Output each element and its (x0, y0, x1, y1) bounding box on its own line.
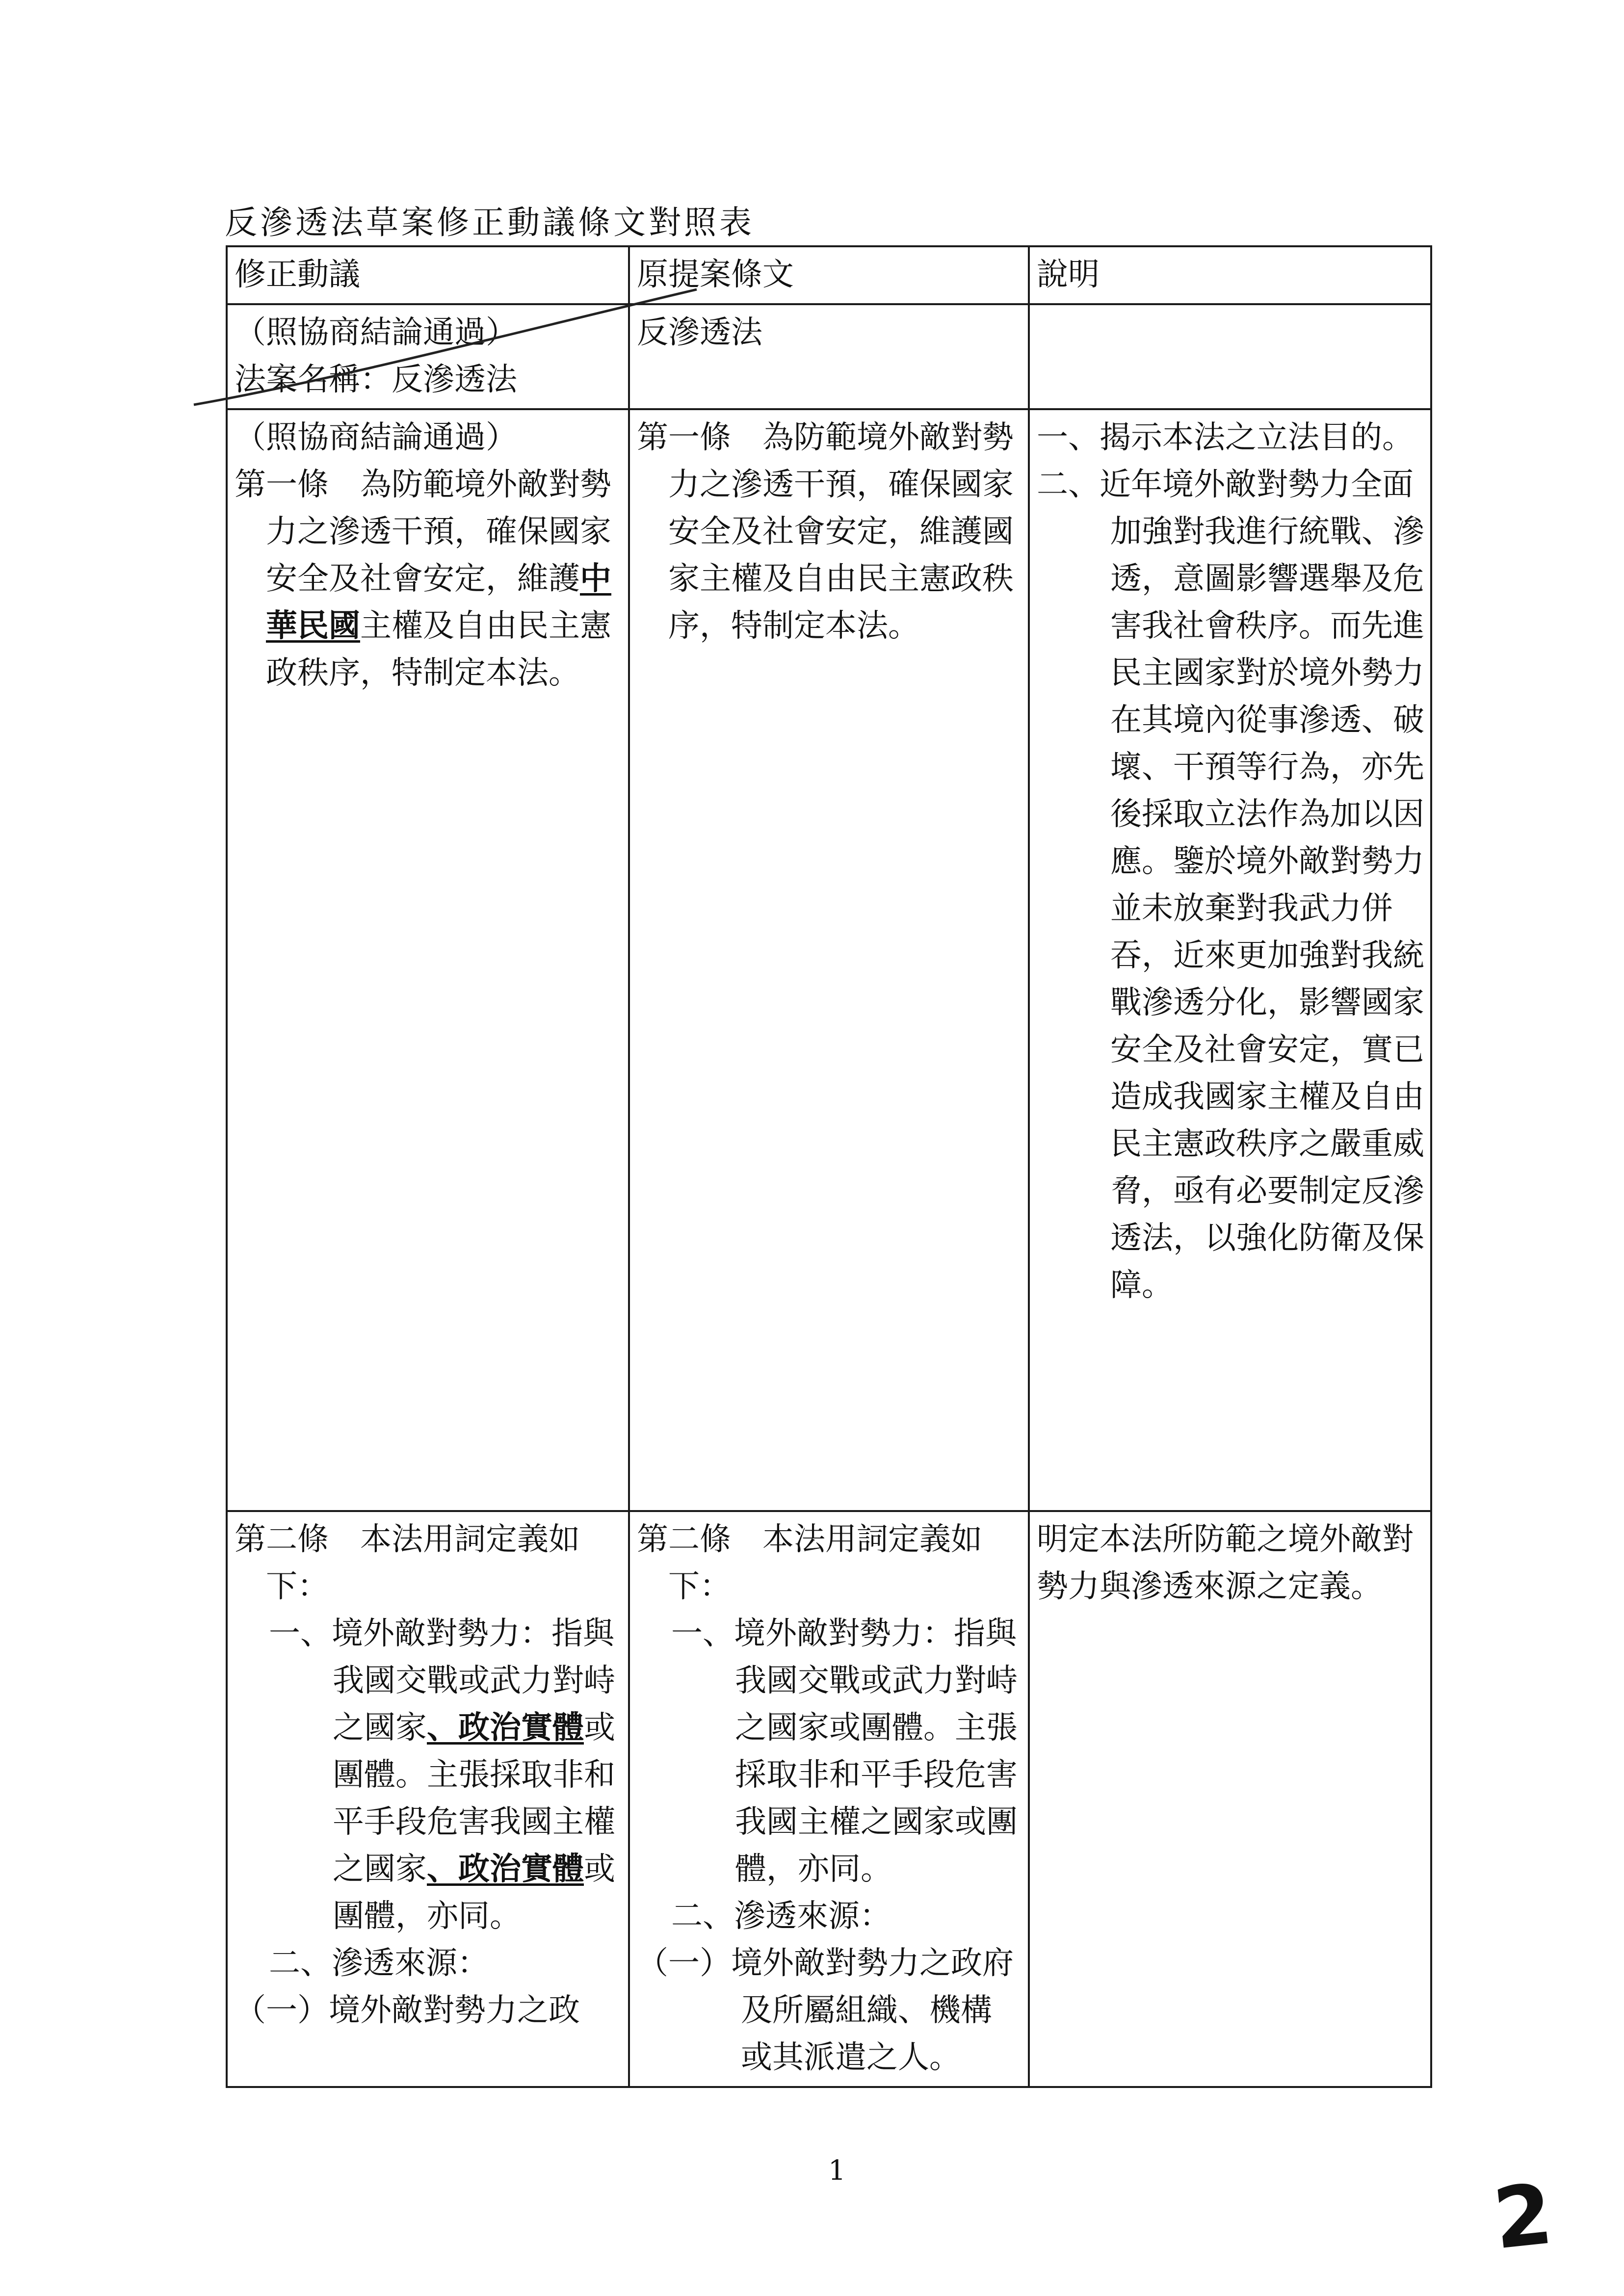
table-header-row (227, 246, 1431, 304)
handwritten-page-mark: 2 (1489, 2166, 1557, 2269)
comparison-table (226, 245, 1432, 2088)
original-cell (629, 1511, 1029, 2087)
emphasis-text: 中華民國 (266, 560, 611, 644)
original-cell (629, 304, 1029, 409)
status-text: （照協商結論通過） (235, 419, 517, 456)
header-original: 原提案條文 (629, 246, 1029, 304)
table-row (227, 304, 1431, 409)
explanation-item: 二、近年境外敵對勢力全面加強對我進行統戰、滲透，意圖影響選舉及危害我社會秩序。而先進民主國家對於境外勢力在其境內從事滲透、破壞、干預等行為，亦先後採取立法作為加以因應。鑒於境外敵對勢力並未放棄對我武力併吞，近來更加強對我統戰滲透分化，影響國家安全及社會安定，實已造成我國家主權及自由民主憲政秩序之嚴重威脅，亟有必要制定反滲透法，以強化防衛及保障。 (1037, 467, 1424, 1304)
article-2-heading: 第二條 本法用詞定義如下： (637, 1521, 982, 1605)
explanation-item: 一、揭示本法之立法目的。 (1037, 419, 1414, 456)
amendment-cell (227, 304, 629, 409)
definition-list (235, 1610, 623, 1987)
explanation-cell (1029, 1511, 1431, 2087)
page-number: 1 (828, 2155, 846, 2187)
original-cell (629, 409, 1029, 1511)
header-amendment: 修正動議 (227, 246, 629, 304)
header-explanation: 說明 (1029, 246, 1431, 304)
bill-name-text: 法案名稱：反滲透法 (235, 362, 517, 398)
definition-item: 一、境外敵對勢力：指與我國交戰或武力對峙之國家、政治實體或團體。主張採取非和平手段危害我國主權之國家、政治實體或團體，亦同。 (269, 1616, 615, 1934)
page-title: 反滲透法草案修正動議條文對照表 (225, 204, 755, 241)
explanation-text: 明定本法所防範之境外敵對勢力與滲透來源之定義。 (1037, 1521, 1414, 1605)
article-2-heading: 第二條 本法用詞定義如下： (235, 1521, 580, 1605)
status-text: （照協商結論通過） (235, 314, 517, 351)
explanation-cell (1029, 304, 1431, 409)
explanation-cell (1029, 409, 1431, 1511)
article-1-text: 第一條 為防範境外敵對勢力之滲透干預，確保國家安全及社會安定，維護中華民國主權及自由民主憲政秩序，特制定本法。 (235, 467, 611, 691)
table-row (227, 409, 1431, 1511)
sub-item: （一）境外敵對勢力之政府及所屬組織、機構或其派遣之人。 (637, 1945, 1014, 2076)
emphasis-text: 、政治實體 (427, 1851, 584, 1887)
amendment-cell (227, 409, 629, 1511)
article-1-original: 第一條 為防範境外敵對勢力之滲透干預，確保國家安全及社會安定，維護國家主權及自由民主憲政秩序，特制定本法。 (637, 419, 1014, 644)
definition-item: 二、滲透來源： (269, 1945, 489, 1982)
amendment-cell (227, 1511, 629, 2087)
definition-list (637, 1610, 1023, 1940)
emphasis-text: 、政治實體 (427, 1709, 584, 1746)
sub-item: （一）境外敵對勢力之政 (235, 1992, 580, 2029)
definition-item: 二、滲透來源： (671, 1898, 891, 1934)
table-row (227, 1511, 1431, 2087)
original-bill-name: 反滲透法 (637, 314, 762, 351)
definition-item: 一、境外敵對勢力：指與我國交戰或武力對峙之國家或團體。主張採取非和平手段危害我國主權之國家或團體，亦同。 (671, 1616, 1018, 1887)
